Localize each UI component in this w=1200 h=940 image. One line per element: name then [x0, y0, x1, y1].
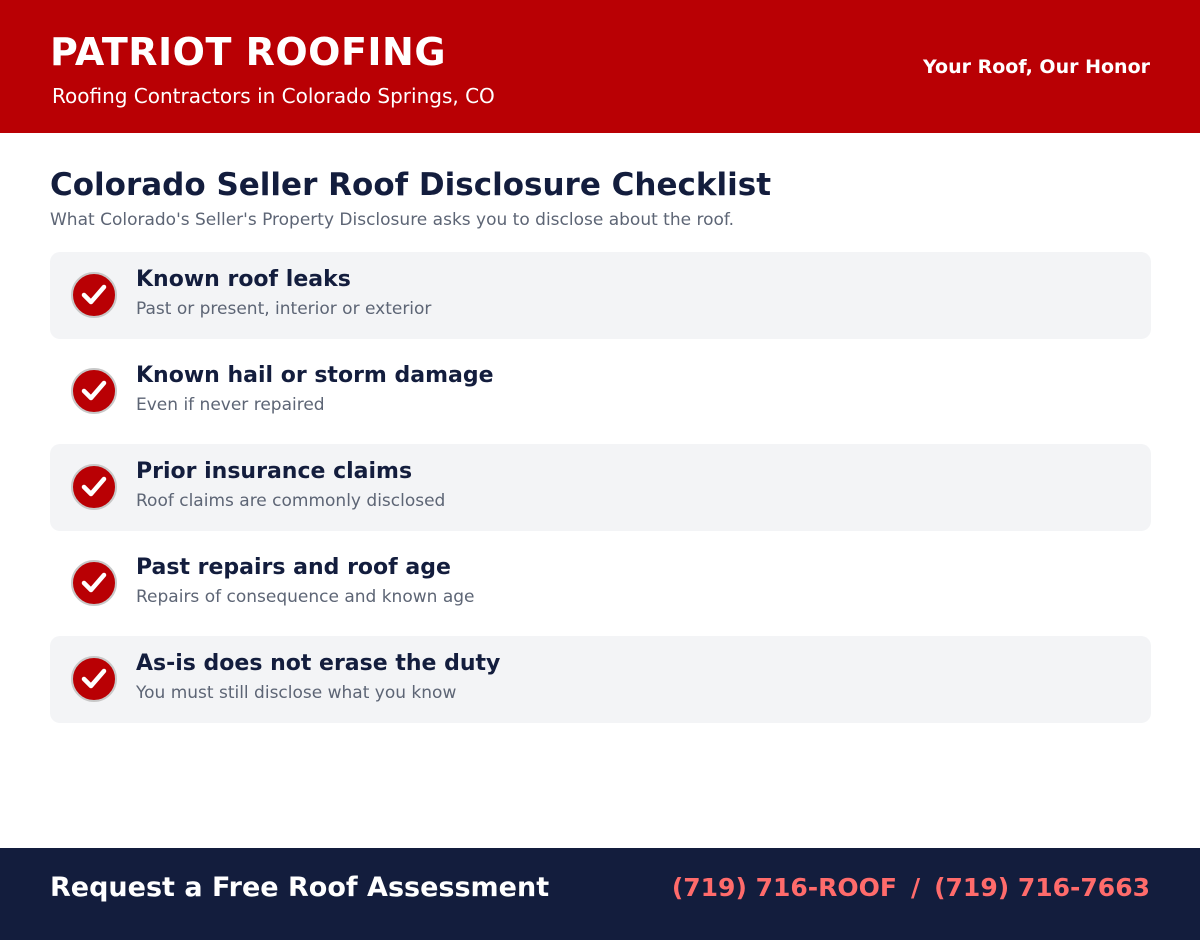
checklist-item-description: You must still disclose what you know: [136, 683, 457, 703]
checklist-item-description: Repairs of consequence and known age: [136, 587, 475, 607]
checkmark-icon: [71, 368, 117, 414]
checkmark-icon: [71, 560, 117, 606]
checkmark-icon: [71, 464, 117, 510]
footer-banner: [0, 848, 1200, 940]
phone-separator: /: [910, 873, 921, 902]
phone-numbers: [672, 873, 1150, 903]
phone-numeric-link[interactable]: (719) 716-7663: [934, 873, 1150, 902]
checklist-item-description: Roof claims are commonly disclosed: [136, 491, 446, 511]
checklist-item: [50, 444, 1151, 531]
page-title: Colorado Seller Roof Disclosure Checklist: [50, 167, 772, 203]
checklist-item: [50, 348, 1151, 435]
header-banner: [0, 0, 1200, 133]
checklist-item: [50, 540, 1151, 627]
checklist-item-description: Past or present, interior or exterior: [136, 299, 432, 319]
checklist-item-description: Even if never repaired: [136, 395, 325, 415]
checklist-item-title: Past repairs and roof age: [136, 555, 451, 580]
checklist-item-title: Known hail or storm damage: [136, 363, 494, 388]
cta-text: Request a Free Roof Assessment: [50, 872, 550, 903]
checklist-item-title: Prior insurance claims: [136, 459, 413, 484]
page-subtitle: What Colorado's Seller's Property Disclosure asks you to disclose about the roof.: [50, 210, 735, 230]
brand-subtitle: Roofing Contractors in Colorado Springs, CO: [52, 84, 495, 108]
checklist-item-title: Known roof leaks: [136, 267, 351, 292]
phone-vanity-link[interactable]: (719) 716-ROOF: [671, 873, 897, 902]
brand-name: PATRIOT ROOFING: [50, 30, 447, 74]
tagline: Your Roof, Our Honor: [923, 56, 1150, 78]
disclosure-checklist: [50, 252, 1151, 732]
checkmark-icon: [71, 656, 117, 702]
checkmark-icon: [71, 272, 117, 318]
checklist-item: [50, 636, 1151, 723]
checklist-item-title: As-is does not erase the duty: [136, 651, 501, 676]
checklist-item: [50, 252, 1151, 339]
